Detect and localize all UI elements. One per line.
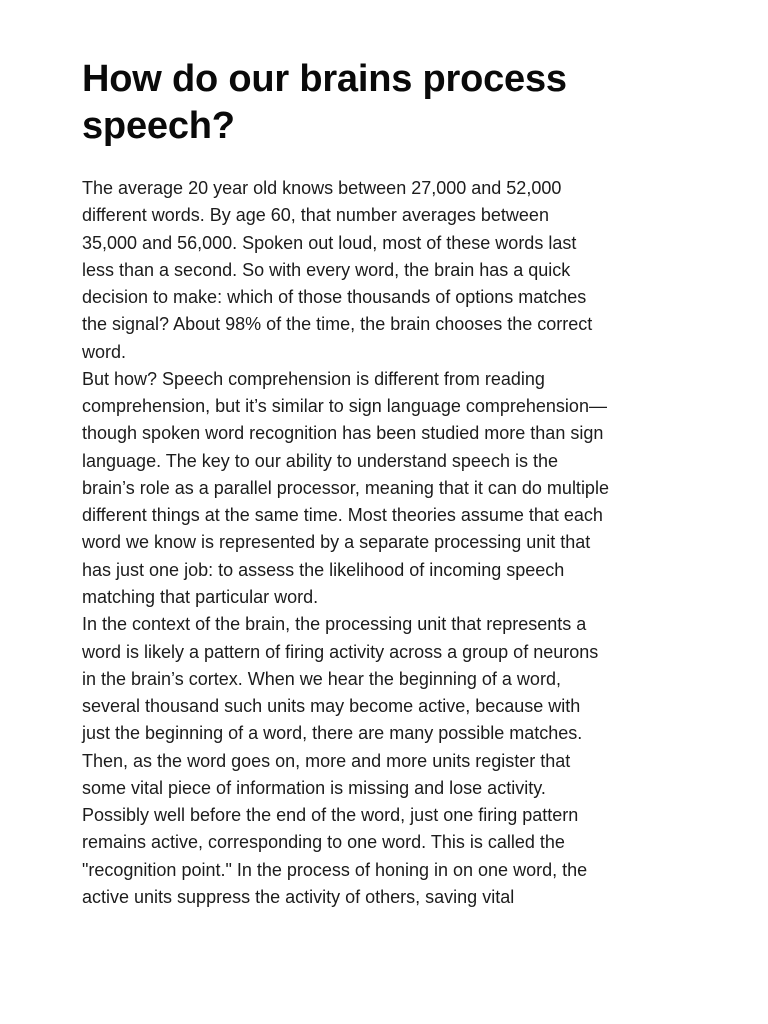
body-text-line: has just one job: to assess the likelihood of incoming speech xyxy=(82,559,565,580)
body-text-line: remains active, corresponding to one word. This is called the xyxy=(82,832,565,853)
body-text-line: Then, as the word goes on, more and more units register that xyxy=(82,750,571,771)
body-text-line: 35,000 and 56,000. Spoken out loud, most of these words last xyxy=(82,232,577,253)
body-text-line: several thousand such units may become active, because with xyxy=(82,696,581,717)
body-text-line: word we know is represented by a separate processing unit that xyxy=(82,532,591,553)
body-text-line: The average 20 year old knows between 27,000 and 52,000 xyxy=(82,178,562,198)
body-text-line: in the brain’s cortex. When we hear the beginning of a word, xyxy=(82,668,561,689)
body-text-line: though spoken word recognition has been studied more than sign xyxy=(82,423,604,444)
body-text-line: "recognition point." In the process of honing in on one word, the xyxy=(82,859,588,880)
body-text-line: different words. By age 60, that number averages between xyxy=(82,205,549,226)
body-text-line: language. The key to our ability to understand speech is the xyxy=(82,450,558,471)
body-text-line: comprehension, but it’s similar to sign language comprehension— xyxy=(82,396,607,417)
body-text-line: the signal? About 98% of the time, the brain chooses the correct xyxy=(82,314,593,335)
body-text-line: But how? Speech comprehension is different from reading xyxy=(82,368,545,389)
article-body xyxy=(82,175,609,911)
body-text-line: just the beginning of a word, there are many possible matches. xyxy=(82,723,583,744)
body-text-line: In the context of the brain, the processing unit that represents a xyxy=(82,614,587,635)
body-text-line: matching that particular word. xyxy=(82,586,319,607)
body-text-line: Possibly well before the end of the word, just one firing pattern xyxy=(82,805,579,826)
body-text-line: word is likely a pattern of firing activity across a group of neurons xyxy=(82,641,599,662)
body-text-line: different things at the same time. Most theories assume that each xyxy=(82,505,603,526)
body-text-line: word. xyxy=(82,341,127,362)
body-text-line: active units suppress the activity of others, saving vital xyxy=(82,886,515,907)
body-text-line: brain’s role as a parallel processor, meaning that it can do multiple xyxy=(82,477,609,498)
body-text-line: some vital piece of information is missing and lose activity. xyxy=(82,777,546,798)
title-line: How do our brains process xyxy=(82,58,567,100)
body-text-line: decision to make: which of those thousands of options matches xyxy=(82,287,587,308)
body-text-line: less than a second. So with every word, the brain has a quick xyxy=(82,259,571,280)
page-title xyxy=(82,56,567,150)
title-line: speech? xyxy=(82,105,235,147)
